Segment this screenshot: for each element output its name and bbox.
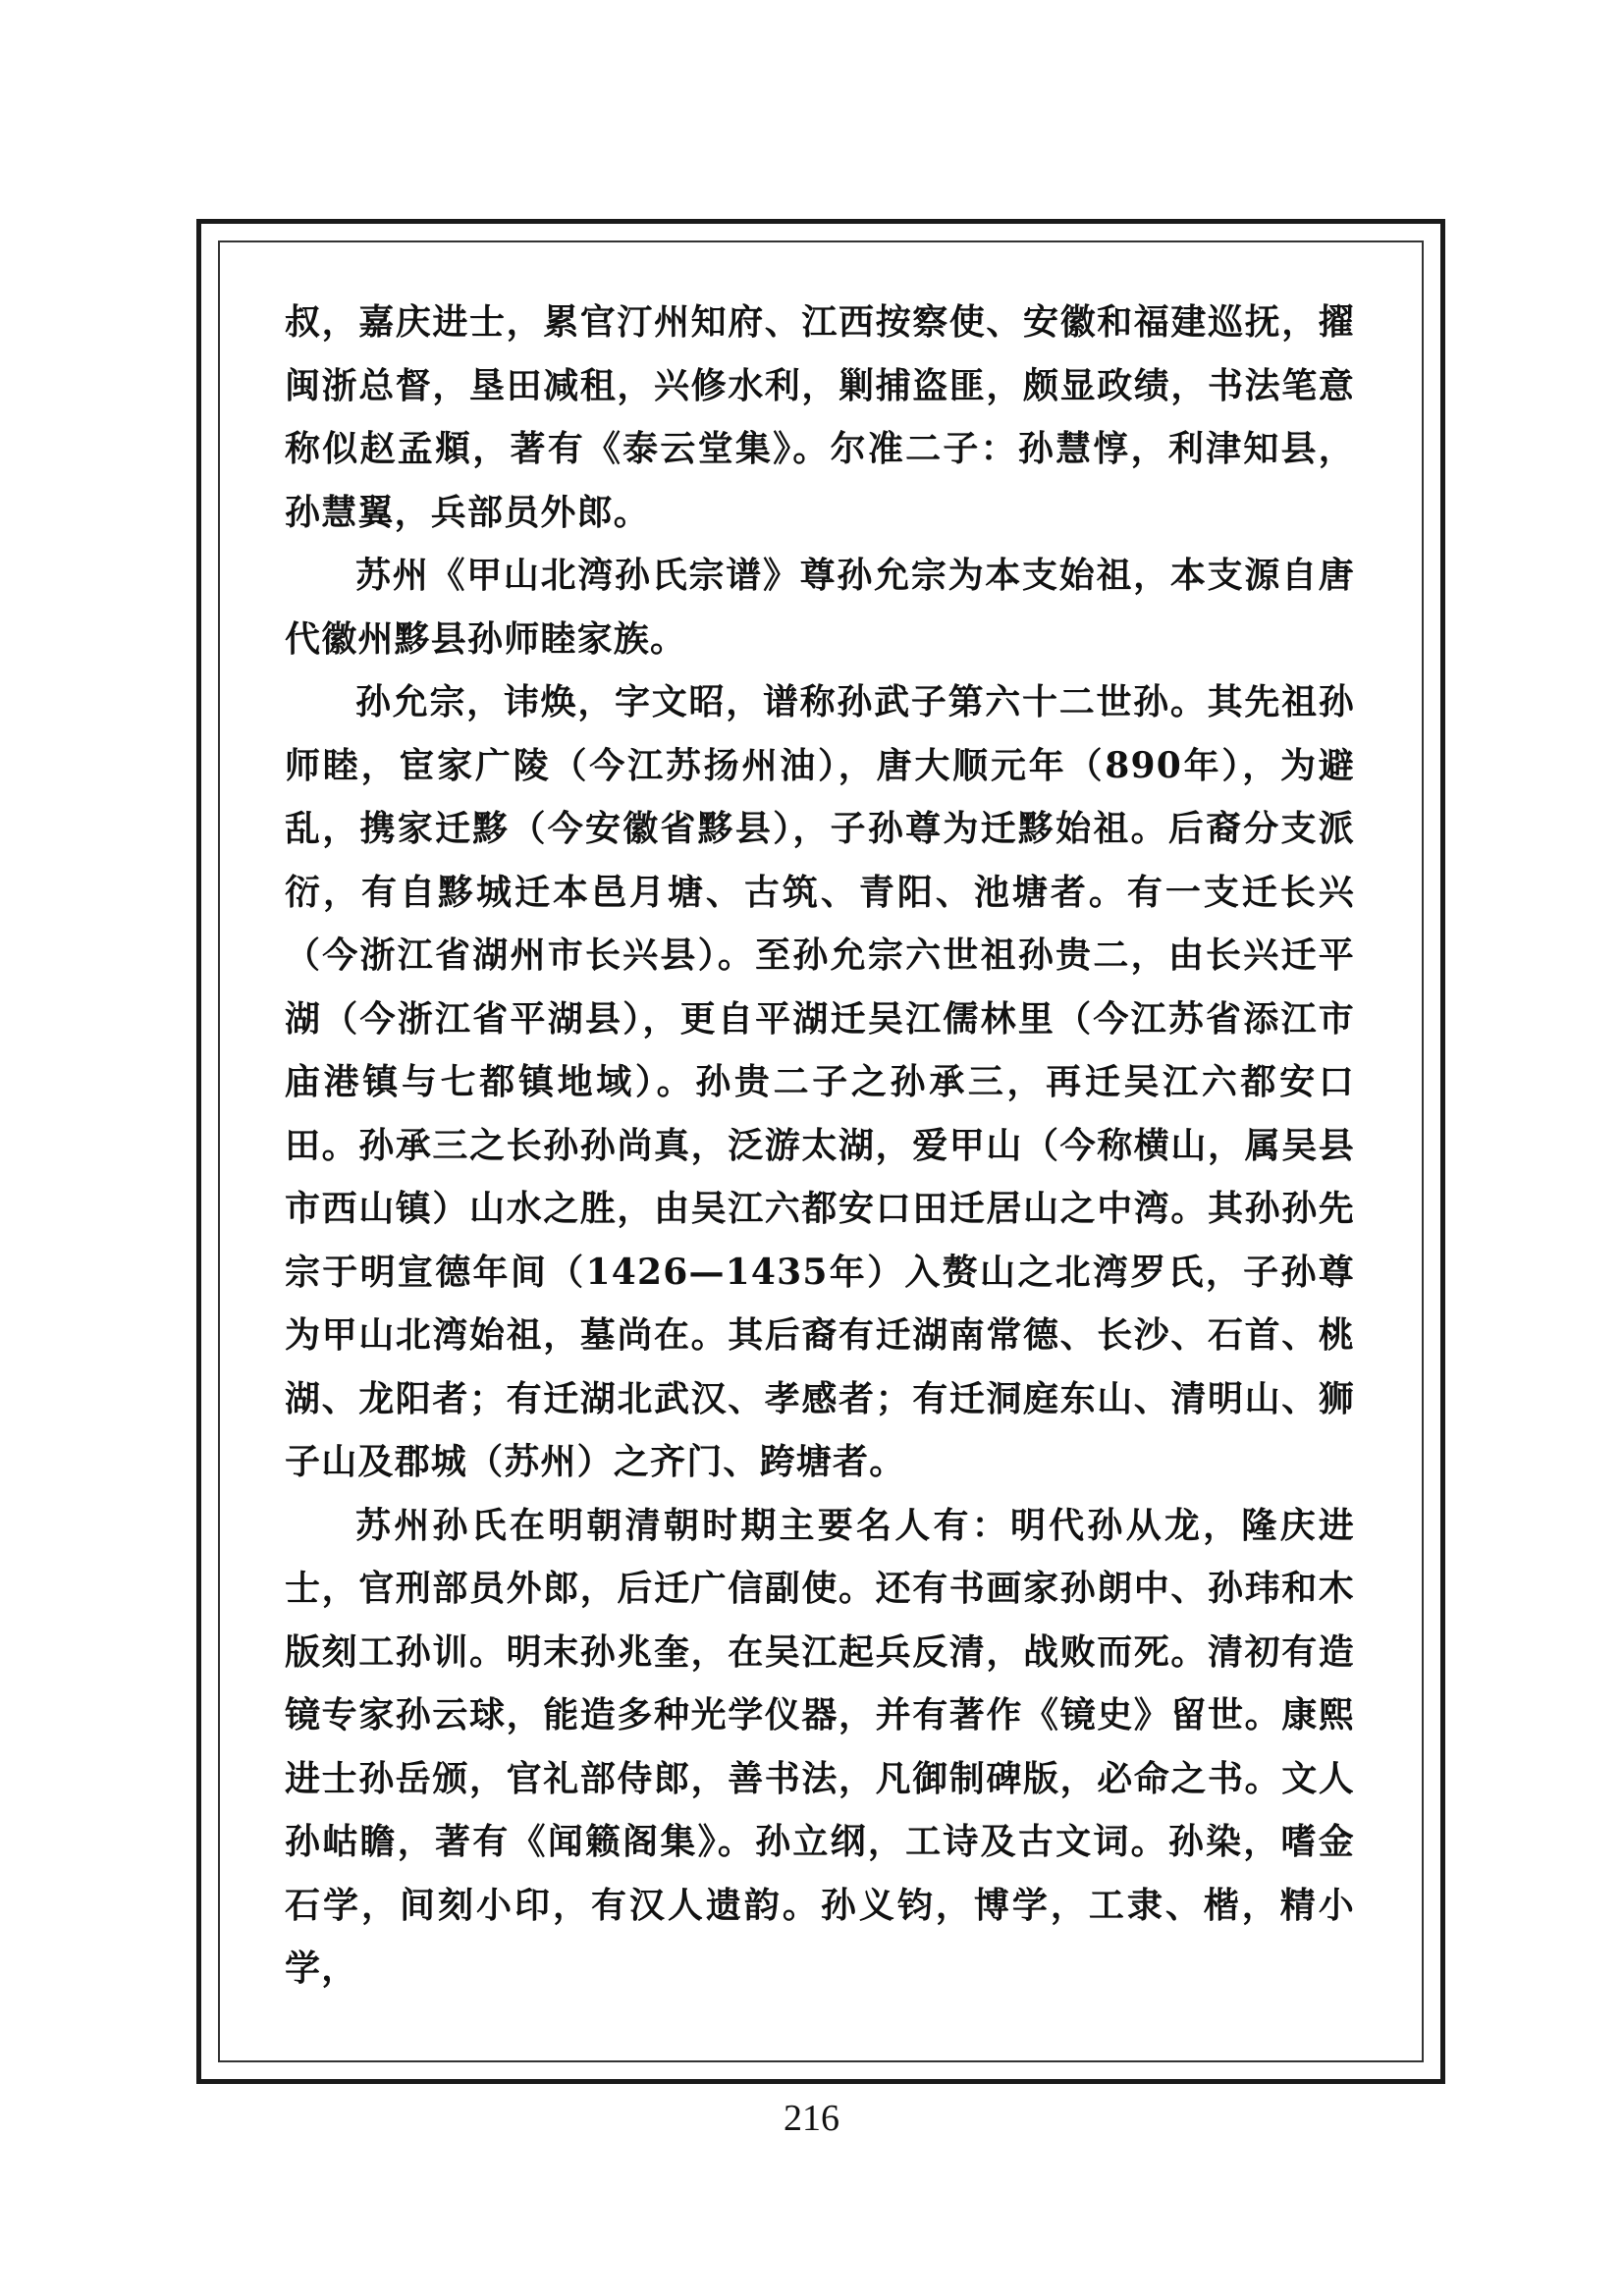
- paragraph-sun-yunzong: 孙允宗，讳焕，字文昭，谱称孙武子第六十二世孙。其先祖孙师睦，宦家广陵（今江苏扬州油），唐大顺元年（890年），为避乱，携家迁黟（今安徽省黟县），子孙尊为迁黟始祖。后裔分支派衍，有自黟城迁本邑月塘、古筑、青阳、池塘者。有一支迁长兴（今浙江省湖州市长兴县）。至孙允宗六世祖孙贵二，由长兴迁平湖（今浙江省平湖县），更自平湖迁吴江儒林里（今江苏省添江市庙港镇与七都镇地域）。孙贵二子之孙承三，再迁吴江六都安口田。孙承三之长孙孙尚真，泛游太湖，爱甲山（今称横山，属吴县市西山镇）山水之胜，由吴江六都安口田迁居山之中湾。其孙孙先宗于明宣德年间（1426—1435年）入赘山之北湾罗氏，子孙尊为甲山北湾始祖，墓尚在。其后裔有迁湖南常德、长沙、石首、桃湖、龙阳者；有迁湖北武汉、孝感者；有迁洞庭东山、清明山、狮子山及郡城（苏州）之齐门、跨塘者。: [285, 681, 1355, 1482]
- paragraph-suzhou-notables: 苏州孙氏在明朝清朝时期主要名人有：明代孙从龙，隆庆进士，官刑部员外郎，后迁广信副使。还有书画家孙朗中、孙玮和木版刻工孙训。明末孙兆奎，在吴江起兵反清，战败而死。清初有造镜专家孙云球，能造多种光学仪器，并有著作《镜史》留世。康熙进士孙岳颁，官礼部侍郎，善书法，凡御制碑版，必命之书。文人孙岵瞻，著有《闻籁阁集》。孙立纲，工诗及古文词。孙染，嗜金石学，间刻小印，有汉人遗韵。孙义钧，博学，工隶、楷，精小学，: [285, 1504, 1355, 1989]
- page-number: 216: [784, 2098, 839, 2139]
- paragraph-continued: 叔，嘉庆进士，累官汀州知府、江西按察使、安徽和福建巡抚，擢闽浙总督，垦田减租，兴修水利，剿捕盗匪，颇显政绩，书法笔意称似赵孟頫，著有《泰云堂集》。尔准二子：孙慧惇，利津知县，孙慧翼，兵部员外郎。: [285, 301, 1355, 533]
- paragraph-genealogy-origin: 苏州《甲山北湾孙氏宗谱》尊孙允宗为本支始祖，本支源自唐代徽州黟县孙师睦家族。: [285, 555, 1355, 660]
- body-text: [285, 291, 1355, 2001]
